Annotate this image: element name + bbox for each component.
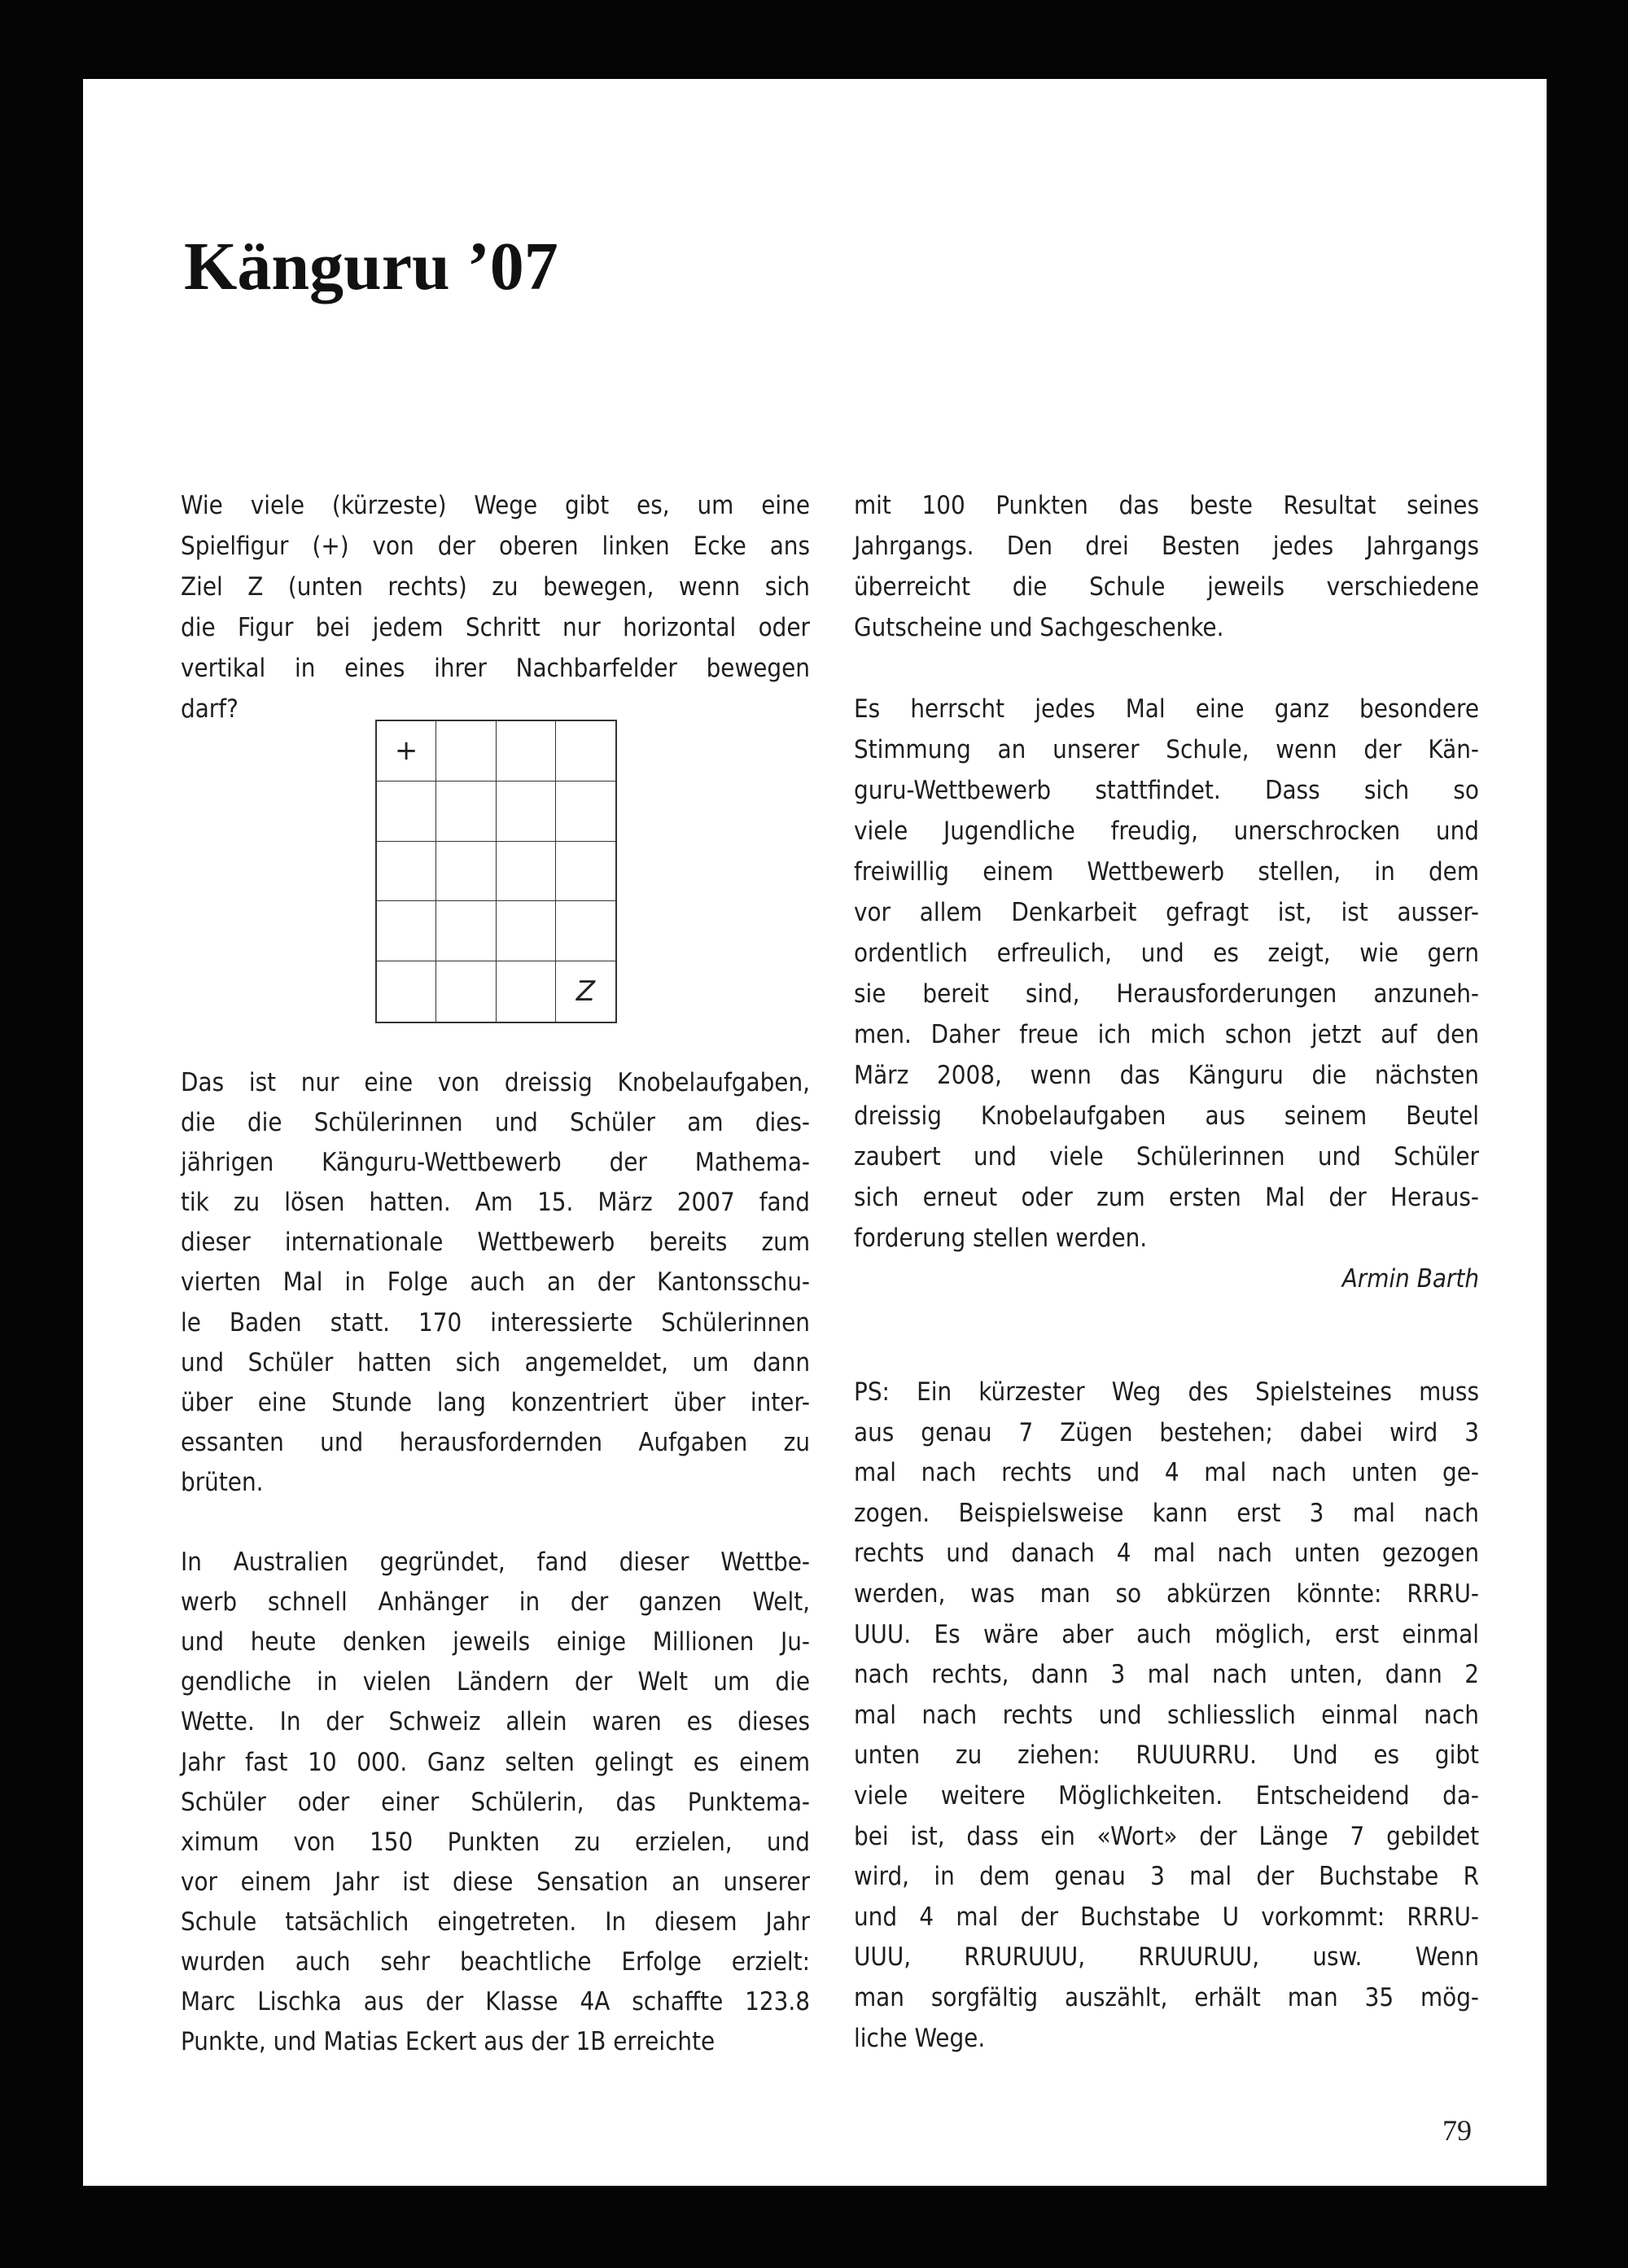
text-line: ordentlich erfreulich, und es zeigt, wie gern bbox=[854, 939, 1479, 968]
text-line: ximum von 150 Punkten zu erzielen, und bbox=[181, 1827, 810, 1857]
text-line: vertikal in eines ihrer Nachbarfelder bewegen bbox=[181, 654, 810, 683]
grid-cell bbox=[497, 782, 556, 842]
text-line: rechts und danach 4 mal nach unten gezogen bbox=[854, 1539, 1479, 1569]
text-line: Marc Lischka aus der Klasse 4A schaffte 123.8 bbox=[181, 1987, 810, 2017]
text-line: man sorgfältig auszählt, erhält man 35 mög- bbox=[854, 1982, 1479, 2012]
text-line: vor allem Denkarbeit gefragt ist, ist ausser- bbox=[854, 898, 1479, 927]
text-line: Spielfigur (+) von der oberen linken Ecke ans bbox=[181, 532, 810, 561]
text-line: Gutscheine und Sachgeschenke. bbox=[854, 613, 1224, 642]
text-line: mal nach rechts und 4 mal nach unten ge- bbox=[854, 1458, 1479, 1488]
grid-cell bbox=[377, 901, 436, 961]
text-line: guru-Wettbewerb stattfindet. Dass sich so bbox=[854, 776, 1479, 805]
left-column-lower bbox=[181, 1063, 810, 2062]
text-line: zogen. Beispielsweise kann erst 3 mal nach bbox=[854, 1498, 1479, 1528]
text-line: Wie viele (kürzeste) Wege gibt es, um eine bbox=[181, 491, 810, 520]
text-line: wird, in dem genau 3 mal der Buchstabe R bbox=[854, 1862, 1479, 1892]
text-line: In Australien gegründet, fand dieser Wettbe- bbox=[181, 1548, 810, 1578]
text-line: nach rechts, dann 3 mal nach unten, dann 2 bbox=[854, 1660, 1479, 1690]
text-line: werb schnell Anhänger in der ganzen Welt, bbox=[181, 1587, 810, 1618]
paragraph-gap bbox=[181, 1503, 810, 1543]
paragraph-gap bbox=[854, 648, 1479, 689]
right-column bbox=[854, 485, 1479, 2059]
text-line: darf? bbox=[181, 694, 239, 724]
paragraph-intro bbox=[181, 1063, 810, 1503]
grid-cell bbox=[556, 721, 615, 782]
text-line: bei ist, dass ein «Wort» der Länge 7 gebildet bbox=[854, 1821, 1479, 1851]
text-line: März 2008, wenn das Känguru die nächsten bbox=[854, 1061, 1479, 1090]
page-title: Känguru ’07 bbox=[184, 229, 558, 304]
text-line: freiwillig einem Wettbewerb stellen, in dem bbox=[854, 857, 1479, 887]
grid-cell bbox=[377, 842, 436, 902]
paragraph-results bbox=[854, 485, 1479, 648]
text-line: Jahr fast 10 000. Ganz selten gelingt es einem bbox=[181, 1747, 810, 1777]
text-line: zaubert und viele Schülerinnen und Schüler bbox=[854, 1142, 1479, 1171]
text-line: Schüler oder einer Schülerin, das Punktema- bbox=[181, 1787, 810, 1817]
text-line: und 4 mal der Buchstabe U vorkommt: RRRU- bbox=[854, 1902, 1479, 1932]
text-line: Es herrscht jedes Mal eine ganz besondere bbox=[854, 694, 1479, 724]
text-line: viele weitere Möglichkeiten. Entscheidend da- bbox=[854, 1780, 1479, 1810]
text-line: überreicht die Schule jeweils verschiedene bbox=[854, 572, 1479, 602]
text-line: liche Wege. bbox=[854, 2023, 986, 2053]
text-line: die Figur bei jedem Schritt nur horizontal oder bbox=[181, 613, 810, 642]
text-line: gendliche in vielen Ländern der Welt um die bbox=[181, 1667, 810, 1697]
text-line: wurden auch sehr beachtliche Erfolge erzielt: bbox=[181, 1946, 810, 1977]
text-line: vor einem Jahr ist diese Sensation an unserer bbox=[181, 1867, 810, 1897]
grid-cell bbox=[556, 901, 615, 961]
text-line: jährigen Känguru-Wettbewerb der Mathema- bbox=[181, 1148, 810, 1178]
text-line: unten zu ziehen: RUUURRU. Und es gibt bbox=[854, 1740, 1479, 1771]
grid-cell bbox=[436, 721, 496, 782]
paragraph-australia bbox=[181, 1543, 810, 2062]
author-signature: Armin Barth bbox=[1341, 1264, 1479, 1294]
paragraph-puzzle-question bbox=[181, 485, 810, 729]
text-line: viele Jugendliche freudig, unerschrocken und bbox=[854, 817, 1479, 846]
text-line: die die Schülerinnen und Schüler am dies- bbox=[181, 1108, 810, 1138]
text-line: Ziel Z (unten rechts) zu bewegen, wenn sich bbox=[181, 572, 810, 602]
text-line: mal nach rechts und schliesslich einmal nach bbox=[854, 1700, 1479, 1730]
grid-cell bbox=[497, 842, 556, 902]
text-line: dieser internationale Wettbewerb bereits zum bbox=[181, 1228, 810, 1258]
grid-cell bbox=[377, 782, 436, 842]
text-line: UUU, RRURUUU, RRUURUU, usw. Wenn bbox=[854, 1942, 1479, 1972]
text-line: und heute denken jeweils einige Millionen Ju- bbox=[181, 1627, 810, 1657]
text-line: Jahrgangs. Den drei Besten jedes Jahrgangs bbox=[854, 532, 1479, 561]
text-line: und Schüler hatten sich angemeldet, um dann bbox=[181, 1347, 810, 1377]
text-line: Stimmung an unserer Schule, wenn der Kän- bbox=[854, 735, 1479, 764]
paragraph-solution bbox=[854, 1373, 1479, 2059]
grid-cell bbox=[377, 961, 436, 1022]
text-line: men. Daher freue ich mich schon jetzt auf den bbox=[854, 1020, 1479, 1049]
text-line: sie bereit sind, Herausforderungen anzuneh- bbox=[854, 979, 1479, 1009]
text-line: über eine Stunde lang konzentriert über inter- bbox=[181, 1387, 810, 1417]
text-line: werden, was man so abkürzen könnte: RRRU- bbox=[854, 1578, 1479, 1609]
text-line: mit 100 Punkten das beste Resultat seines bbox=[854, 491, 1479, 520]
text-line: PS: Ein kürzester Weg des Spielsteines muss bbox=[854, 1377, 1479, 1407]
text-line: tik zu lösen hatten. Am 15. März 2007 fand bbox=[181, 1188, 810, 1218]
grid-cell-start: + bbox=[377, 721, 436, 782]
grid-cell-goal: Z bbox=[575, 975, 596, 1009]
text-line: vierten Mal in Folge auch an der Kantonsschu- bbox=[181, 1268, 810, 1298]
text-line: forderung stellen werden. bbox=[854, 1224, 1148, 1253]
grid-cell bbox=[436, 782, 496, 842]
text-line: Schule tatsächlich eingetreten. In diesem Jahr bbox=[181, 1907, 810, 1937]
puzzle-grid bbox=[375, 720, 617, 1023]
text-line: essanten und herausfordernden Aufgaben zu bbox=[181, 1427, 810, 1457]
grid-cell bbox=[497, 961, 556, 1022]
grid-cell bbox=[556, 842, 615, 902]
grid-cell bbox=[436, 961, 496, 1022]
grid-cell bbox=[497, 901, 556, 961]
page-number: 79 bbox=[1442, 2114, 1472, 2147]
text-line: brüten. bbox=[181, 1467, 264, 1497]
grid-cell bbox=[556, 782, 615, 842]
text-line: sich erneut oder zum ersten Mal der Heraus- bbox=[854, 1183, 1479, 1212]
paragraph-gap bbox=[854, 1299, 1479, 1373]
grid-cell bbox=[497, 721, 556, 782]
text-line: Punkte, und Matias Eckert aus der 1B erreichte bbox=[181, 2027, 716, 2057]
text-line: Das ist nur eine von dreissig Knobelaufgaben, bbox=[181, 1068, 810, 1097]
text-line: aus genau 7 Zügen bestehen; dabei wird 3 bbox=[854, 1417, 1479, 1447]
grid-cell bbox=[436, 842, 496, 902]
text-line: Wette. In der Schweiz allein waren es dieses bbox=[181, 1707, 810, 1737]
paragraph-atmosphere bbox=[854, 689, 1479, 1259]
text-line: UUU. Es wäre aber auch möglich, erst einmal bbox=[854, 1619, 1479, 1649]
grid-cell bbox=[436, 901, 496, 961]
text-line: le Baden statt. 170 interessierte Schülerinnen bbox=[181, 1307, 810, 1338]
left-column bbox=[181, 485, 810, 729]
text-line: dreissig Knobelaufgaben aus seinem Beutel bbox=[854, 1101, 1479, 1131]
